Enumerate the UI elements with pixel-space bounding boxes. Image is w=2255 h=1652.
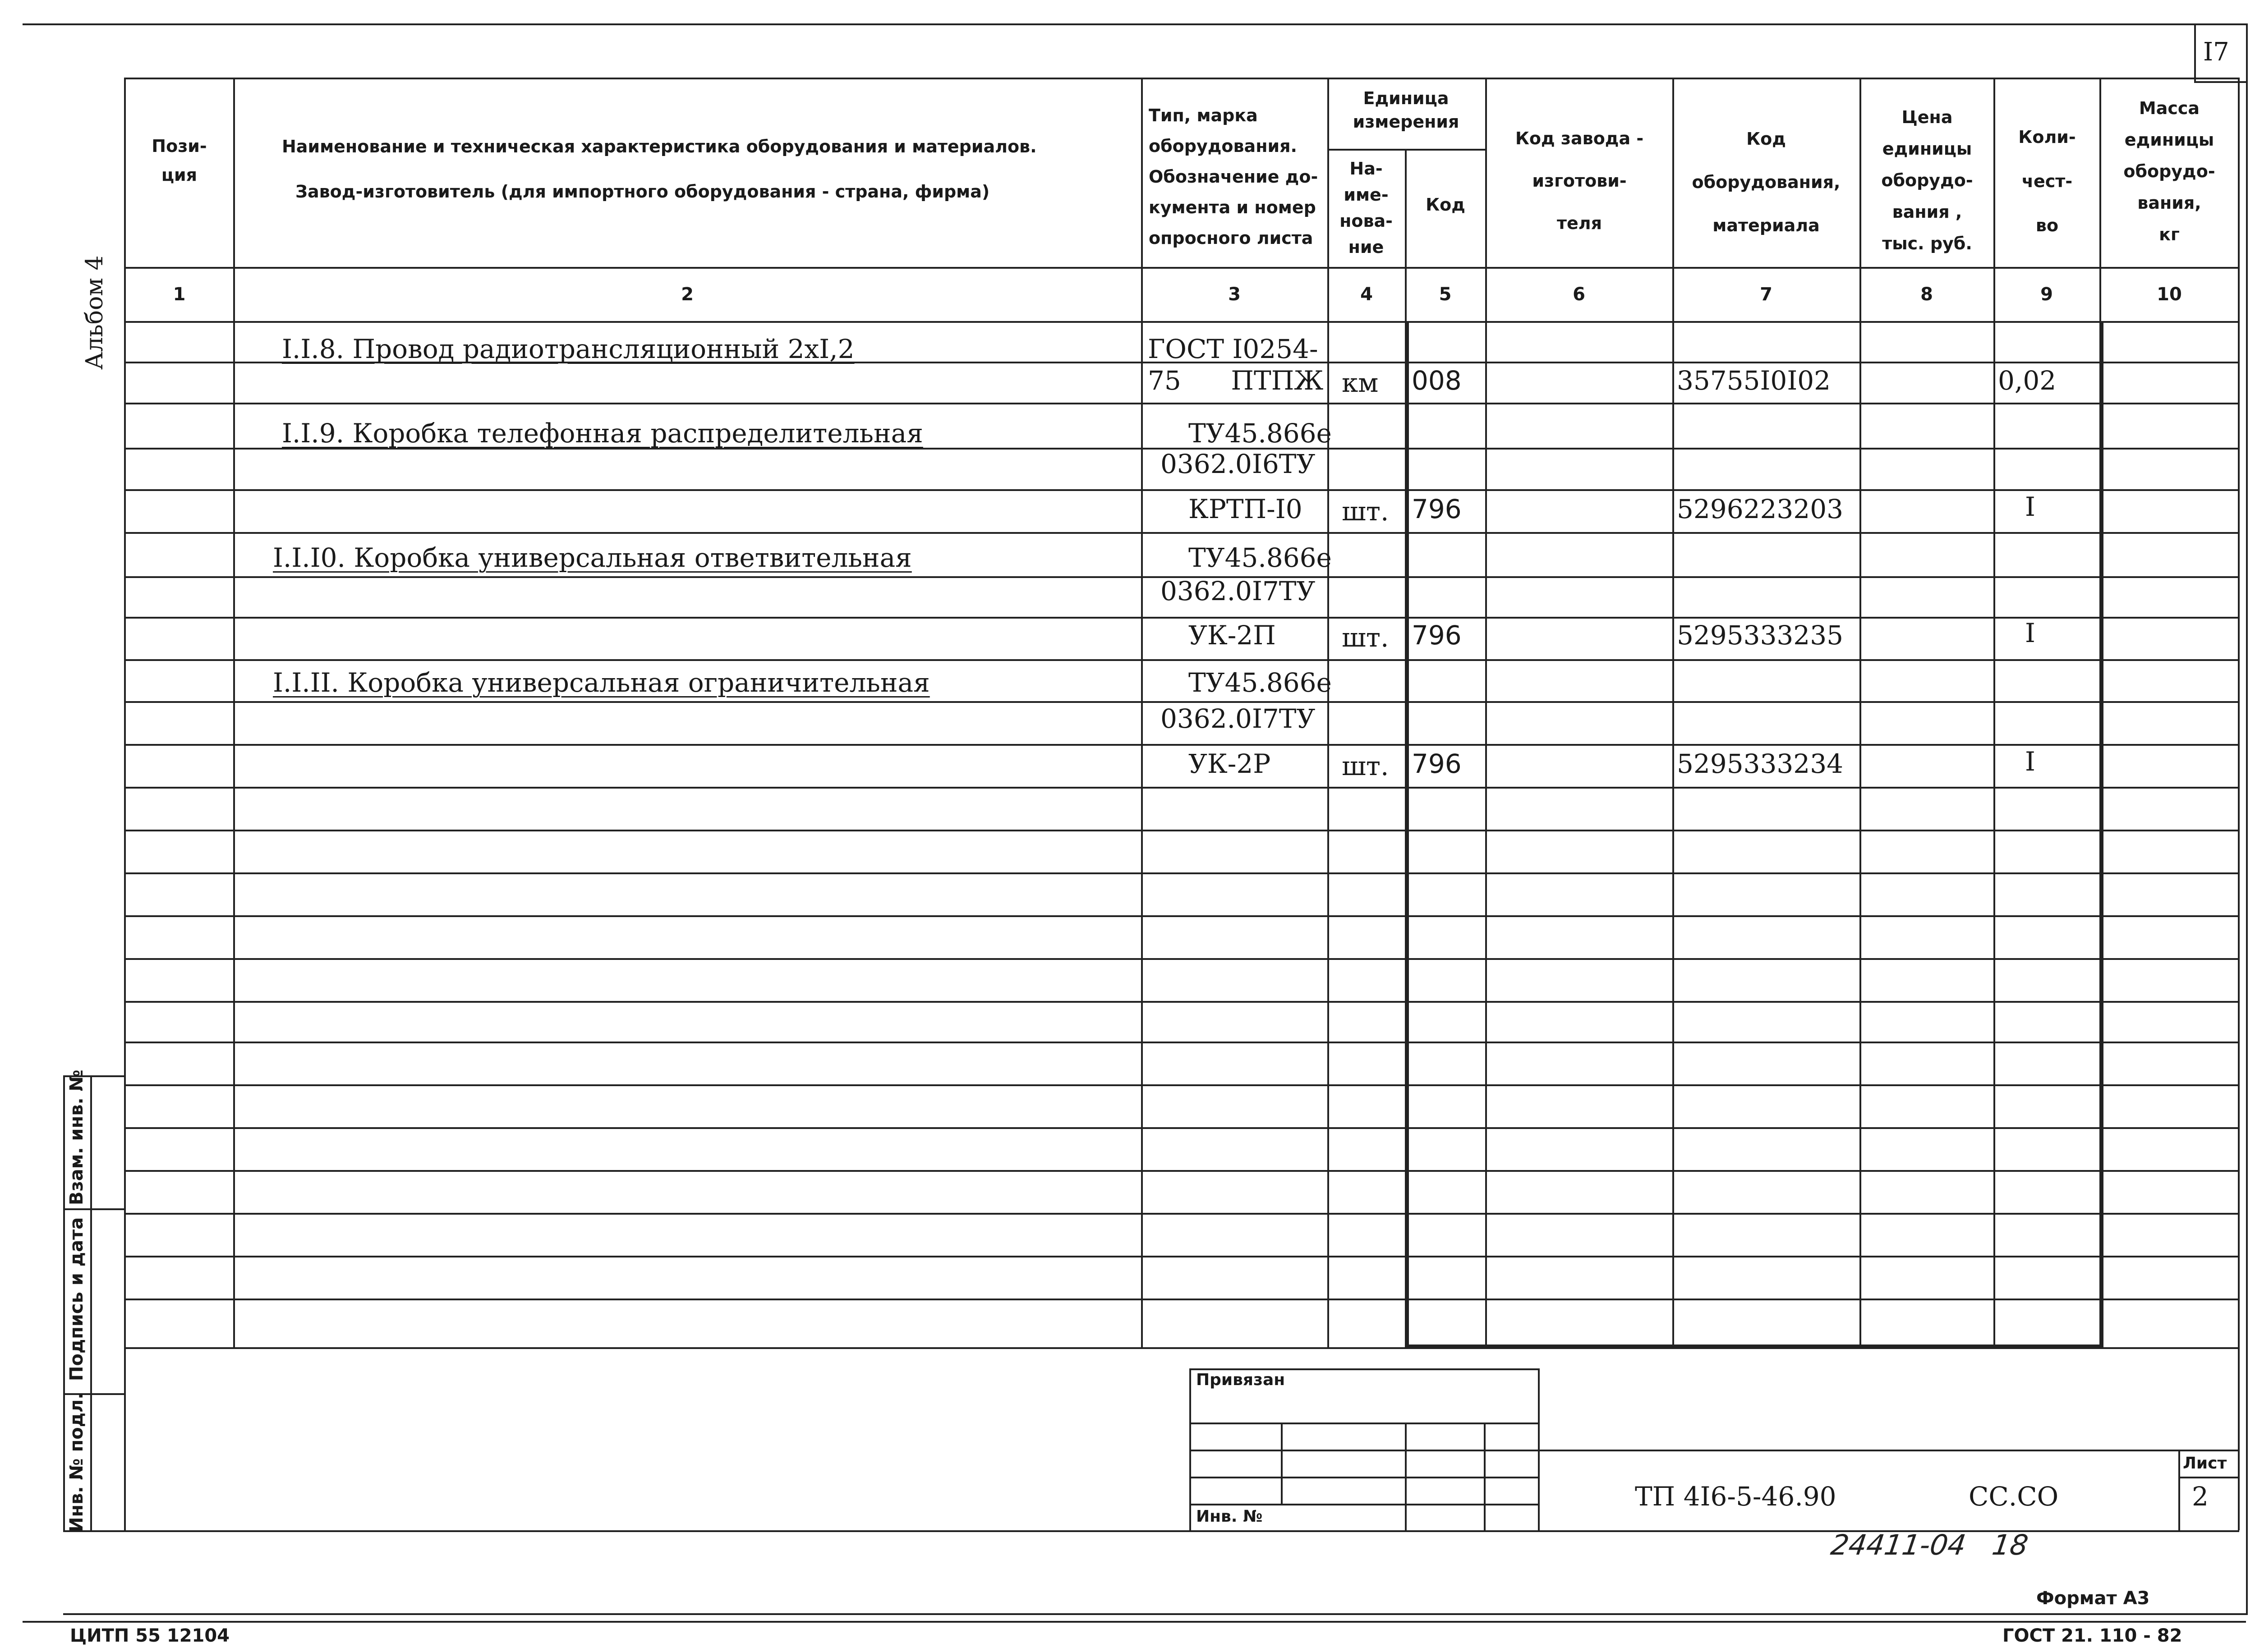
row-line [124, 617, 2239, 619]
row-name-1: I.I.8. Провод радиотрансляционный 2хI,2 [282, 334, 855, 364]
row-qty-11: I [2025, 746, 2035, 777]
col-number-3: 3 [1228, 284, 1241, 305]
row-matcode-11: 5295333234 [1677, 748, 1844, 779]
table-left [124, 78, 126, 1530]
row-type-9: ТУ45.866е [1188, 667, 1332, 698]
unit-group-split [1327, 149, 1485, 151]
row-qty-2: 0,02 [1998, 365, 2057, 396]
header-bottom [124, 267, 2239, 269]
side-label-inv-podl: Инв. № подл. [66, 1392, 87, 1532]
side-label-podpis: Подпись и дата [66, 1217, 87, 1381]
sheet-corner-number: I7 [2203, 37, 2229, 67]
code-box-bottom [1405, 1345, 2103, 1349]
col-number-9: 9 [2040, 284, 2053, 305]
row-line [124, 958, 2239, 960]
row-qty-5: I [2025, 491, 2035, 522]
row-unitcode-5: 796 [1412, 494, 1462, 524]
col-sep-2 [1141, 78, 1143, 1347]
stamp-col-2 [1405, 1423, 1407, 1530]
doc-code: ТП 4I6-5-46.90 [1635, 1481, 1836, 1512]
header-col1: Пози- ция [152, 136, 207, 185]
row-qty-8: I [2025, 618, 2035, 648]
row-line [124, 1299, 2239, 1300]
row-line [124, 1042, 2239, 1043]
row-type-8: УК-2П [1188, 620, 1276, 651]
row-unitcode-2: 008 [1412, 365, 1462, 396]
header-col6: Код завода - изготови- теля [1515, 128, 1644, 233]
row-matcode-2: 35755I0I02 [1677, 365, 1831, 396]
row-name-6: I.I.I0. Коробка универсальная ответвительная [273, 542, 912, 573]
row-line [124, 1084, 2239, 1086]
row-unit-2: км [1342, 367, 1379, 398]
title-block-top [1538, 1450, 2239, 1451]
col-number-6: 6 [1573, 284, 1585, 305]
header-col3: Тип, марка оборудования. Обозначение до- кумента и номер опросного листа [1149, 106, 1318, 248]
row-name-3: I.I.9. Коробка телефонная распределительная [282, 418, 923, 449]
row-line [124, 915, 2239, 917]
row-line [124, 403, 2239, 404]
corner-box-left [2194, 23, 2196, 82]
col-sep-3 [1327, 78, 1329, 1347]
row-unit-11: шт. [1342, 751, 1389, 781]
row-line [124, 1001, 2239, 1003]
stamp-inv-no: Инв. № [1196, 1507, 1263, 1526]
col-number-5: 5 [1439, 284, 1452, 305]
row-line [124, 787, 2239, 789]
col-number-1: 1 [173, 284, 186, 305]
row-type-7: 0362.0I7ТУ [1160, 576, 1316, 606]
col-number-4: 4 [1360, 284, 1373, 305]
stamp-row-2 [1189, 1450, 1539, 1451]
row-line [124, 701, 2239, 703]
footer-gost: ГОСТ 21. 110 - 82 [2002, 1625, 2182, 1646]
row-matcode-5: 5296223203 [1677, 494, 1844, 524]
stamp-row-1 [1189, 1423, 1539, 1424]
list-box-split [2178, 1477, 2239, 1478]
col-number-8: 8 [1920, 284, 1933, 305]
handwritten-number: 24411-04 18 [1828, 1528, 2030, 1561]
row-name-9: I.I.II. Коробка универсальная ограничительная [273, 667, 930, 698]
stamp-col-3 [1484, 1423, 1486, 1530]
row-line [124, 1170, 2239, 1172]
col-sep-6 [1672, 78, 1674, 1347]
side-strip-split1 [63, 1208, 125, 1210]
side-strip-left [63, 1075, 65, 1532]
row-line [124, 532, 2239, 534]
row-line [124, 1256, 2239, 1257]
stamp-col-1 [1281, 1423, 1283, 1504]
row-unitcode-11: 796 [1412, 748, 1462, 779]
row-unit-8: шт. [1342, 622, 1389, 653]
stamp-box-top [1189, 1368, 1539, 1370]
list-number: 2 [2192, 1481, 2209, 1512]
footer-format: Формат А3 [2036, 1588, 2150, 1609]
col-number-2: 2 [681, 284, 694, 305]
stamp-row-3 [1189, 1477, 1539, 1478]
bottom-edge-line [23, 1621, 2246, 1623]
header-unit-group: Единица измерения [1353, 88, 1459, 132]
row-type-1: ГОСТ I0254- [1148, 334, 1318, 364]
table-top [124, 78, 2239, 79]
col-sep-5 [1485, 78, 1487, 1347]
row-line [124, 1127, 2239, 1129]
header-col8: Цена единицы оборудо- вания , тыс. руб. [1881, 107, 1973, 253]
col-sep-9 [2099, 321, 2103, 1347]
right-border-line [2246, 23, 2248, 1615]
header-col5: Код [1426, 195, 1465, 215]
row-line [124, 744, 2239, 746]
header-col4: На- име- нова- ние [1339, 159, 1393, 257]
row-type-11: УК-2Р [1188, 748, 1271, 779]
numbers-bottom [124, 321, 2239, 323]
row-type-6: ТУ45.866е [1188, 542, 1332, 573]
list-box-left [2178, 1450, 2180, 1530]
row-type-5: КРТП-I0 [1188, 494, 1302, 524]
row-line [124, 872, 2239, 874]
doc-suffix: СС.СО [1969, 1481, 2059, 1512]
side-strip-mid [90, 1075, 92, 1532]
col-sep-7 [1859, 78, 1861, 1347]
table-right [2238, 78, 2240, 1530]
col-sep-8 [1993, 78, 1995, 1347]
row-type-10: 0362.0I7ТУ [1160, 703, 1316, 734]
side-label-vzam: Взам. инв. № [66, 1069, 87, 1205]
list-label: Лист [2183, 1454, 2227, 1473]
row-unit-5: шт. [1342, 496, 1389, 527]
row-line [124, 1213, 2239, 1215]
footer-left: ЦИТП 55 12104 [70, 1625, 230, 1646]
row-unitcode-8: 796 [1412, 620, 1462, 651]
col-number-7: 7 [1760, 284, 1772, 305]
header-col10: Масса единицы оборудо- вания, кг [2123, 98, 2215, 244]
stamp-privyazan: Привязан [1196, 1371, 1285, 1389]
header-col2: Наименование и техническая характеристика оборудования и материалов. Завод-изготовитель (для импортного оборудования - страна, фирма) [282, 137, 1037, 202]
row-line [124, 489, 2239, 491]
header-col7: Код оборудования, материала [1692, 129, 1841, 235]
col-number-10: 10 [2157, 284, 2182, 305]
col-sep-4 [1405, 321, 1409, 1347]
row-line [124, 830, 2239, 831]
row-line [124, 659, 2239, 661]
stamp-row-4 [1189, 1504, 1539, 1505]
row-type-3: ТУ45.866е [1188, 418, 1332, 449]
bottom-border-line [63, 1613, 2248, 1615]
album-label: Альбом 4 [81, 255, 108, 370]
row-matcode-8: 5295333235 [1677, 620, 1844, 651]
top-border-line [23, 23, 2246, 25]
row-type-2: 75 ПТПЖ [1148, 365, 1324, 396]
col-sep-1 [233, 78, 235, 1347]
row-type-4: 0362.0I6ТУ [1160, 449, 1316, 479]
header-col9: Коли- чест- во [2018, 127, 2076, 235]
col-sep-9-head [2099, 78, 2101, 321]
